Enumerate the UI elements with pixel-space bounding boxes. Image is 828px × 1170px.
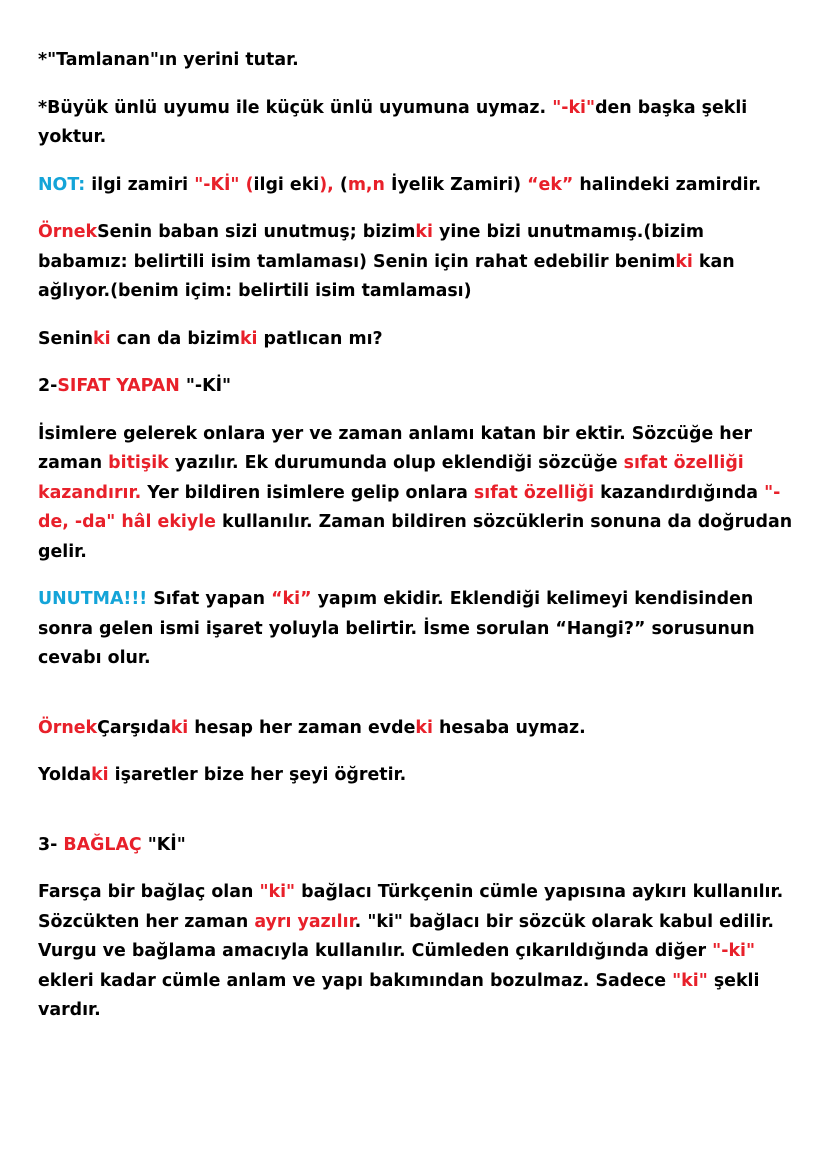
text: Sıfat yapan bbox=[147, 589, 272, 609]
text: ilgi zamiri bbox=[85, 174, 195, 195]
document-page bbox=[38, 46, 793, 1044]
text: 3- bbox=[38, 834, 64, 855]
highlight-ki: ki bbox=[415, 717, 433, 738]
highlight-paren: ), bbox=[319, 174, 334, 195]
text: "Kİ" bbox=[141, 834, 186, 855]
heading-highlight: BAĞLAÇ bbox=[63, 834, 142, 855]
text: İsimlere gelerek onlara yer ve zaman anlamı katan bir ektir. Sözcüğe her zaman bbox=[38, 423, 753, 473]
text: ekleri kadar cümle anlam ve yapı bakımından bozulmaz. Sadece bbox=[38, 970, 673, 991]
highlight-mn: m,n bbox=[347, 174, 385, 195]
text: kan ağlıyor.(benim içim: belirtili isim tamlaması) bbox=[38, 251, 735, 301]
paragraph-sifat-yapan bbox=[38, 420, 793, 568]
text: ilgi eki bbox=[253, 174, 320, 195]
text: İyelik Zamiri) bbox=[384, 174, 528, 195]
unutma-label: UNUTMA!!! bbox=[38, 589, 148, 609]
highlight-ki: ki bbox=[415, 222, 433, 242]
example-label: Örnek bbox=[38, 717, 98, 738]
text: . "ki" bağlacı bir sözcük olarak kabul edilir. Vurgu ve bağlama amacıyla kullanılır. Cümleden çıkarıldığında diğer bbox=[38, 911, 775, 961]
highlight-paren: ( bbox=[245, 174, 254, 195]
text: "-Kİ" bbox=[179, 376, 232, 396]
paragraph-ornek-2 bbox=[38, 714, 793, 744]
heading-baglac bbox=[38, 831, 793, 861]
text: halindeki zamirdir. bbox=[573, 174, 762, 195]
highlight-ek: “ek” bbox=[527, 174, 574, 195]
text: şekli vardır. bbox=[38, 970, 760, 1020]
paragraph-not bbox=[38, 171, 793, 201]
example-label: Örnek bbox=[38, 222, 98, 242]
text: ( bbox=[333, 174, 348, 195]
text: can da bizim bbox=[110, 328, 240, 349]
highlight-ki: ki bbox=[91, 765, 109, 785]
text: bağlacı Türkçenin cümle yapısına aykırı kullanılır. Sözcükten her zaman bbox=[38, 882, 784, 932]
paragraph-baglac bbox=[38, 878, 793, 1026]
highlight-ki: ki bbox=[675, 251, 693, 272]
text: Senin baban sizi unutmuş; bizim bbox=[97, 222, 416, 242]
highlight-hal-eki: "-de, -da" hâl ekiyle bbox=[38, 482, 781, 532]
highlight-bitisik: bitişik bbox=[108, 453, 169, 473]
text: hesap her zaman evde bbox=[188, 717, 416, 738]
text: hesaba uymaz. bbox=[432, 717, 586, 738]
text: kullanılır. Zaman bildiren sözcüklerin sonuna da doğrudan gelir. bbox=[38, 512, 793, 562]
text: *Büyük ünlü uyumu ile küçük ünlü uyumuna uymaz. bbox=[38, 97, 553, 118]
text: Senin bbox=[38, 328, 94, 349]
text: *"Tamlanan"ın yerini tutar. bbox=[38, 50, 299, 70]
highlight-ki: "ki" bbox=[259, 882, 296, 902]
note-label: NOT: bbox=[38, 174, 86, 195]
heading-sifat-yapan bbox=[38, 372, 793, 402]
highlight-ki: "-ki" bbox=[712, 941, 756, 961]
text: işaretler bize her şeyi öğretir. bbox=[108, 765, 407, 785]
heading-highlight: SIFAT YAPAN bbox=[57, 376, 180, 396]
paragraph-uyum bbox=[38, 94, 793, 153]
text: 2- bbox=[38, 376, 58, 396]
highlight-ki: ki bbox=[170, 717, 189, 738]
highlight-ki: "-ki" bbox=[552, 97, 596, 118]
text: Çarşıda bbox=[97, 717, 171, 738]
paragraph-yoldaki bbox=[38, 761, 793, 791]
text: yazılır. Ek durumunda olup eklendiği sözcüğe bbox=[168, 453, 624, 473]
highlight-ki: ki bbox=[239, 328, 258, 349]
paragraph-tamlanan bbox=[38, 46, 793, 76]
paragraph-patlican bbox=[38, 325, 793, 355]
highlight-ki: “ki” bbox=[271, 589, 312, 609]
text: yine bizi unutmamış.(bizim babamız: belirtili isim tamlaması) Senin için rahat edebilir benim bbox=[38, 222, 704, 272]
highlight-sifat-ozelligi: sıfat özelliği kazandırır. bbox=[38, 453, 744, 503]
text: den başka şekli yoktur. bbox=[38, 97, 748, 147]
paragraph-unutma bbox=[38, 585, 793, 674]
text: Yolda bbox=[38, 765, 92, 785]
highlight-ki: ki bbox=[93, 328, 111, 349]
highlight-ki: "ki" bbox=[672, 970, 708, 991]
text: yapım ekidir. Eklendiği kelimeyi kendisinden sonra gelen ismi işaret yoluyla belirtir. İsme sorulan “Hangi?” sorusunun cevabı olur. bbox=[38, 589, 755, 668]
text: kazandırdığında bbox=[594, 482, 765, 503]
highlight-ayri-yazilir: ayrı yazılır bbox=[254, 911, 355, 932]
highlight-ki: "-Kİ" bbox=[194, 174, 240, 195]
highlight-sifat-ozelligi: sıfat özelliği bbox=[473, 482, 595, 503]
text: Yer bildiren isimlere gelip onlara bbox=[141, 482, 474, 503]
paragraph-ornek-1 bbox=[38, 218, 793, 307]
text: patlıcan mı? bbox=[257, 328, 383, 349]
text: Farsça bir bağlaç olan bbox=[38, 882, 260, 902]
